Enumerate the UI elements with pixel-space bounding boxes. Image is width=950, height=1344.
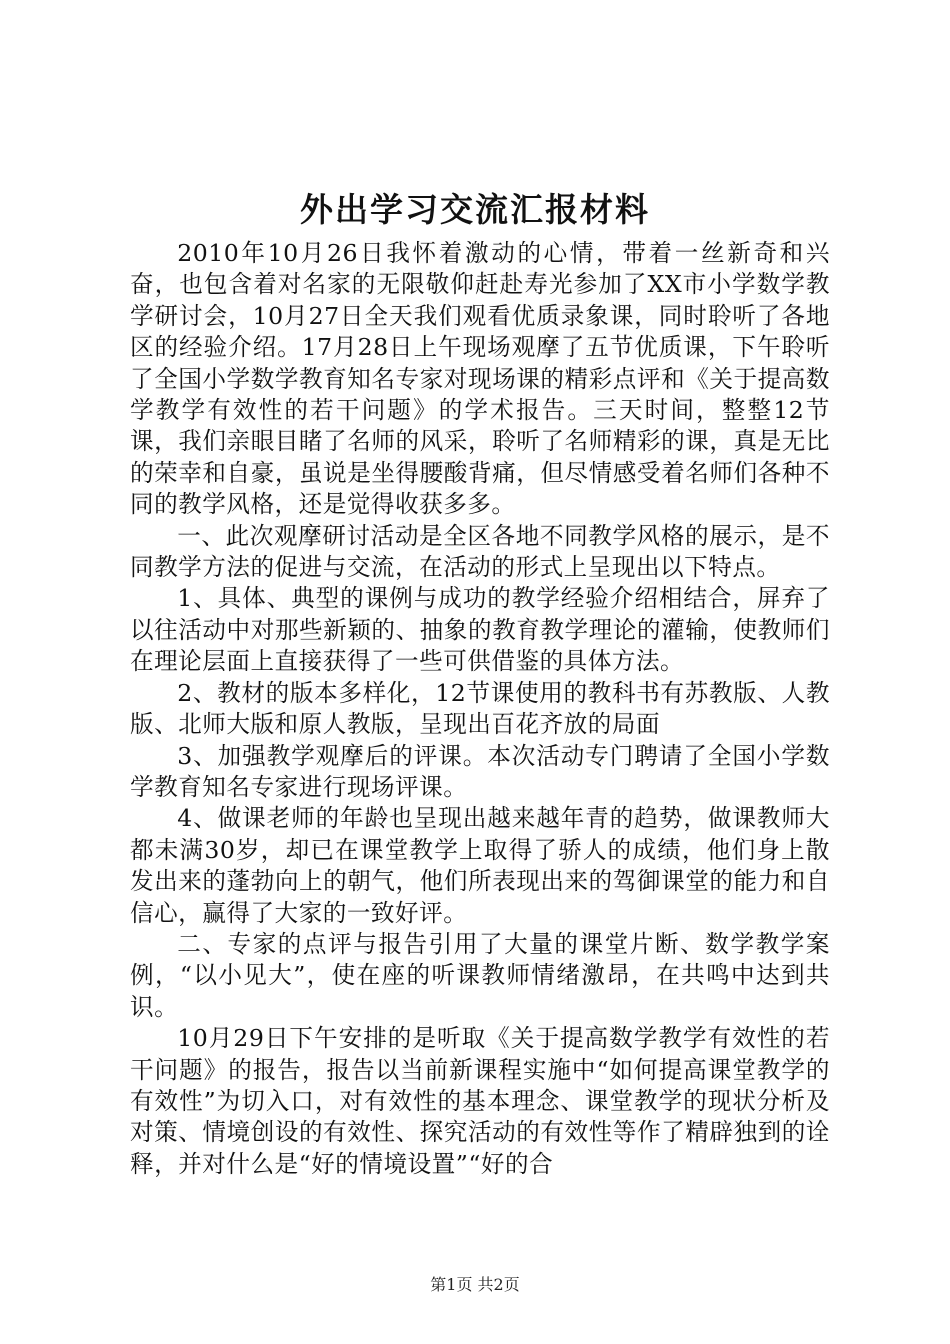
paragraph-6: 4、做课老师的年龄也呈现出越来越年青的趋势，做课教师大都未满30岁，却已在课堂教学上取得了骄人的成绩，他们身上散发出来的蓬勃向上的朝气，他们所表现出来的驾御课堂的能力和自信心，赢得了大家的一致好评。	[130, 804, 830, 927]
paragraph-8: 10月29日下午安排的是听取《关于提高数学教学有效性的若干问题》的报告，报告以当前新课程实施中“如何提高课堂教学的有效性”为切入口，对有效性的基本理念、课堂教学的现状分析及对策、情境创设的有效性、探究活动的有效性等作了精辟独到的诠释，并对什么是“好的情境设置”“好的合	[130, 1024, 830, 1178]
paragraph-3: 1、具体、典型的课例与成功的教学经验介绍相结合，屏弃了以往活动中对那些新颖的、抽象的教育教学理论的灌输，使教师们在理论层面上直接获得了一些可供借鉴的具体方法。	[130, 584, 830, 676]
paragraph-2: 一、此次观摩研讨活动是全区各地不同教学风格的展示，是不同教学方法的促进与交流，在活动的形式上呈现出以下特点。	[130, 521, 830, 582]
page-number-footer: 第1页 共2页	[430, 1275, 520, 1294]
paragraph-4: 2、教材的版本多样化，12节课使用的教科书有苏教版、人教版、北师大版和原人教版，呈现出百花齐放的局面	[130, 678, 830, 739]
paragraph-1: 2010年10月26日我怀着激动的心情，带着一丝新奇和兴奋，也包含着对名家的无限敬仰赶赴寿光参加了XX市小学数学教学研讨会，10月27日全天我们观看优质录象课，同时聆听了各地区的经验介绍。17月28日上午现场观摩了五节优质课，下午聆听了全国小学数学教育知名专家对现场课的精彩点评和《关于提高数学教学有效性的若干问题》的学术报告。三天时间，整整12节课，我们亲眼目睹了名师的风采，聆听了名师精彩的课，真是无比的荣幸和自豪，虽说是坐得腰酸背痛，但尽情感受着名师们各种不同的教学风格，还是觉得收获多多。	[130, 239, 830, 519]
document-body	[130, 238, 830, 1180]
paragraph-5: 3、加强教学观摩后的评课。本次活动专门聘请了全国小学数学教育知名专家进行现场评课。	[130, 741, 830, 801]
document-title: 外出学习交流汇报材料	[300, 190, 650, 229]
paragraph-7: 二、专家的点评与报告引用了大量的课堂片断、数学教学案例，“以小见大”，使在座的听课教师情绪激昂，在共鸣中达到共识。	[130, 929, 830, 1021]
